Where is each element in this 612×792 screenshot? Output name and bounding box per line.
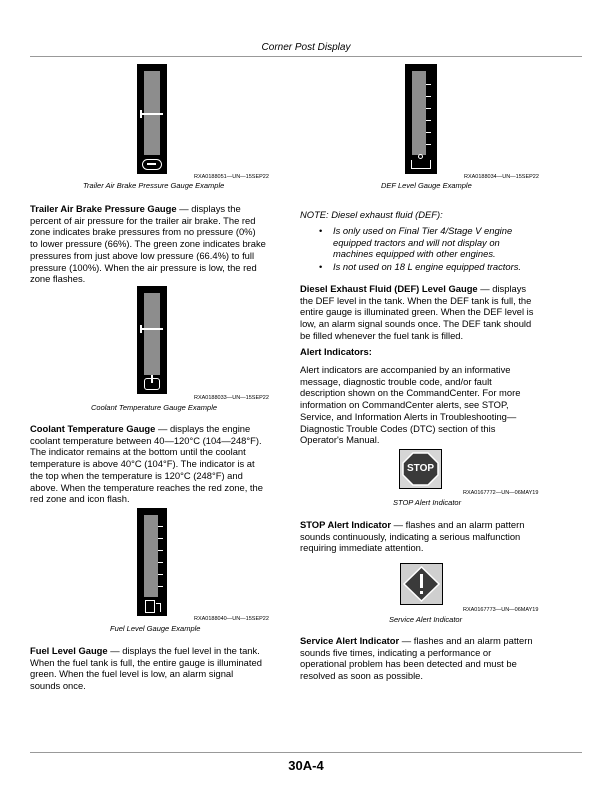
def-note-title: NOTE: Diesel exhaust fluid (DEF):: [300, 209, 443, 220]
fuel-figure-ref: RXA0188040—UN—15SEP22: [194, 616, 269, 622]
coolant-temperature-icon: [144, 378, 160, 390]
warning-triangle-icon: [401, 564, 442, 604]
def-gauge-description: Diesel Exhaust Fluid (DEF) Level Gauge — displays the DEF level in the tank. When the DEF tank is full, the entire gauge is illuminated green. When the DEF level is low, an alarm signal sounds once. The DEF tank should be filled whenever the fuel tank is filled.: [300, 283, 534, 341]
service-alert-term: Service Alert Indicator: [300, 635, 400, 646]
def-figure-caption: DEF Level Gauge Example: [381, 181, 472, 190]
trailer-gauge-description: Trailer Air Brake Pressure Gauge — displays the percent of air pressure for the trailer air brake. The red zone indicates brake pressures from no pressure (0%) to lower pressure (66%). The green zone indicates brake pressures from just above low pressure (66.4%) to full pressure (100%). When the air pressure is low, the red zone flashes.: [30, 203, 266, 285]
service-figure-caption: Service Alert Indicator: [389, 615, 463, 624]
fuel-pump-icon: [145, 600, 155, 613]
page-number: 30A-4: [288, 758, 324, 773]
footer-rule: [30, 752, 582, 753]
coolant-figure-ref: RXA0188033—UN—15SEP22: [194, 395, 269, 401]
trailer-gauge-term: Trailer Air Brake Pressure Gauge: [30, 203, 177, 214]
stop-alert-description: STOP Alert Indicator — flashes and an alarm pattern sounds continuously, indicating a serious malfunction requiring immediate attention.: [300, 519, 525, 554]
fuel-figure-caption: Fuel Level Gauge Example: [110, 624, 201, 633]
stop-figure-ref: RXA0167772—UN—06MAY19: [463, 490, 539, 496]
def-figure-ref: RXA0188034—UN—15SEP22: [464, 174, 539, 180]
coolant-gauge-term: Coolant Temperature Gauge: [30, 423, 156, 434]
coolant-gauge-figure: [137, 286, 167, 394]
stop-sign-text: STOP: [406, 463, 435, 474]
def-fluid-icon: [411, 160, 431, 169]
fuel-gauge-figure: [137, 508, 167, 616]
trailer-figure-caption: Trailer Air Brake Pressure Gauge Example: [83, 181, 225, 190]
alert-indicators-heading: Alert Indicators:: [300, 346, 372, 357]
header-rule: [30, 56, 582, 57]
def-note-bullet-1: • Is only used on Final Tier 4/Stage V engine equipped tractors and will not display on machines equipped with other engines.: [319, 225, 513, 260]
service-figure-ref: RXA0167773—UN—06MAY19: [463, 607, 539, 613]
stop-alert-figure: [399, 449, 442, 489]
coolant-gauge-description: Coolant Temperature Gauge — displays the engine coolant temperature between 40—120°C (104—248°F). The indicator remains at the bottom until the coolant temperature is above 40°C (104°F). The indicator is at the top when the temperature is 120°C (248°F) and above. When the temperature reaches the red zone, the red zone and icon flash.: [30, 423, 263, 505]
trailer-figure-ref: RXA0188051—UN—15SEP22: [194, 174, 269, 180]
service-alert-figure: [400, 563, 443, 605]
fuel-gauge-description: Fuel Level Gauge — displays the fuel level in the tank. When the fuel tank is full, the entire gauge is illuminated green. When the fuel level is low, an alarm signal sounds once.: [30, 645, 262, 692]
stop-figure-caption: STOP Alert Indicator: [393, 498, 462, 507]
coolant-figure-caption: Coolant Temperature Gauge Example: [91, 403, 218, 412]
service-alert-description: Service Alert Indicator — flashes and an alarm pattern sounds five times, indicating a performance or operational problem has been detected and must be resolved as soon as possible.: [300, 635, 533, 682]
page-header-title: Corner Post Display: [261, 42, 351, 53]
fuel-gauge-term: Fuel Level Gauge: [30, 645, 108, 656]
trailer-gauge-figure: [137, 64, 167, 174]
def-gauge-figure: [405, 64, 437, 174]
def-note-bullet-2: • Is not used on 18 L engine equipped tractors.: [319, 261, 521, 272]
alert-indicators-description: Alert indicators are accompanied by an informative message, diagnostic trouble code, and/or fault description shown on the CommandCenter. For more information on CommandCenter alerts, see STOP, Service, and Information Alerts in Troubleshooting— Diagnostic Trouble Codes (DTC) section of this Operator's Manual.: [300, 364, 521, 446]
def-gauge-term: Diesel Exhaust Fluid (DEF) Level Gauge: [300, 283, 478, 294]
stop-alert-term: STOP Alert Indicator: [300, 519, 391, 530]
trailer-brake-icon: [142, 159, 162, 170]
